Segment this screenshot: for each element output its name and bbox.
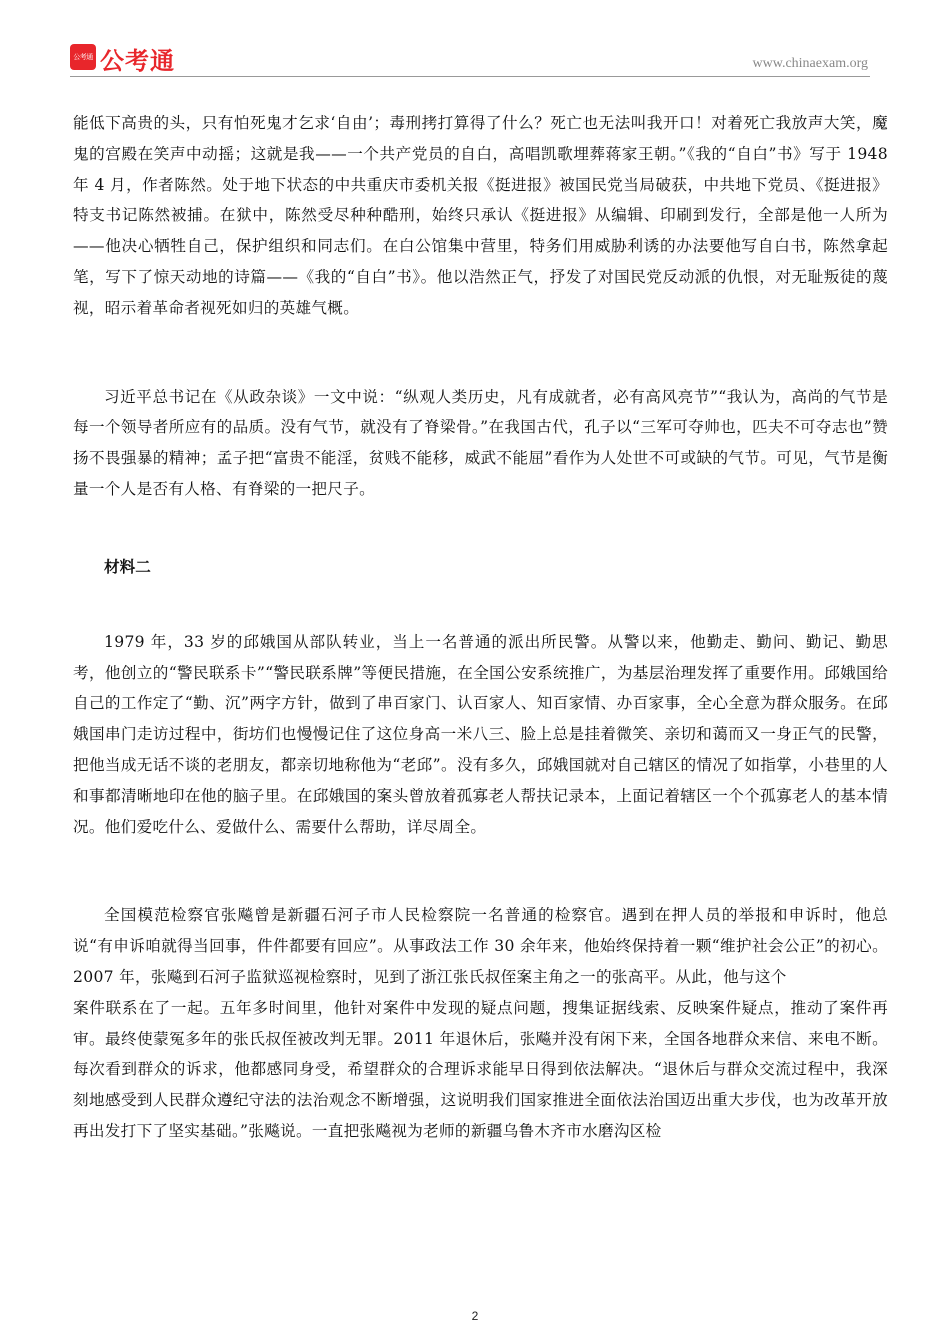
header-divider bbox=[70, 76, 870, 77]
site-url[interactable]: www.chinaexam.org bbox=[752, 56, 868, 71]
paragraph-1: 能低下高贵的头，只有怕死鬼才乞求‘自由’；毒刑拷打算得了什么？死亡也无法叫我开口！对着死亡我放声大笑，魔鬼的宫殿在笑声中动摇；这就是我——一个共产党员的自白，高唱凯歌埋葬蒋家王朝。”《我的“自白”书》写于 1948 年 4 月，作者陈然。处于地下状态的中共重庆市委机关报《挺进报》被国民党当局破获，中共地下党员、《挺进报》特支书记陈然被捕。在狱中，陈然受尽种种酷刑，始终只承认《挺进报》从编辑、印刷到发行，全部是他一人所为——他决心牺牲自己，保护组织和同志们。在白公馆集中营里，特务们用威胁利诱的办法要他写自白书，陈然拿起笔，写下了惊天动地的诗篇——《我的“自白”书》。他以浩然正气，抒发了对国民党反动派的仇恨，对无耻叛徒的蔑视，昭示着革命者视死如归的英雄气概。 bbox=[73, 114, 888, 317]
paragraph-4a: 全国模范检察官张飚曾是新疆石河子市人民检察院一名普通的检察官。遇到在押人员的举报和申诉时，他总说“有申诉咱就得当回事，件件都要有回应”。从事政法工作 30 余年来，他始终保持着一颗“维护社会公正”的初心。2007 年，张飚到石河子监狱巡视检察时，见到了浙江张氏叔侄案主角之一的张高平。从此，他与这个 bbox=[73, 906, 888, 986]
brand-logo-icon: 公考通 bbox=[70, 44, 96, 70]
document-body bbox=[73, 108, 888, 1147]
page-header bbox=[0, 0, 950, 80]
paragraph-2: 习近平总书记在《从政杂谈》一文中说：“纵观人类历史，凡有成就者，必有高风亮节”“我认为，高尚的气节是每一个领导者所应有的品质。没有气节，就没有了脊梁骨。”在我国古代，孔子以“三军可夺帅也，匹夫不可夺志也”赞扬不畏强暴的精神；孟子把“富贵不能淫，贫贱不能移，威武不能屈”看作为人处世不可或缺的气节。可见，气节是衡量一个人是否有人格、有脊梁的一把尺子。 bbox=[73, 387, 888, 498]
paragraph-4b: 案件联系在了一起。五年多时间里，他针对案件中发现的疑点问题，搜集证据线索、反映案件疑点，推动了案件再审。最终使蒙冤多年的张氏叔侄被改判无罪。2011 年退休后，张飚并没有闲下来，全国各地群众来信、来电不断。每次看到群众的诉求，他都感同身受，希望群众的合理诉求能早日得到依法解决。“退休后与群众交流过程中，我深刻地感受到人民群众遵纪守法的法治观念不断增强，这说明我们国家推进全面依法治国迈出重大步伐，也为改革开放再出发打下了坚实基础。”张飚说。一直把张飚视为老师的新疆乌鲁木齐市水磨沟区检 bbox=[73, 998, 888, 1140]
section-heading: 材料二 bbox=[104, 557, 151, 576]
paragraph-3: 1979 年，33 岁的邱娥国从部队转业，当上一名普通的派出所民警。从警以来，他勤走、勤问、勤记、勤思考，他创立的“警民联系卡”“警民联系牌”等便民措施，在全国公安系统推广，为基层治理发挥了重要作用。邱娥国给自己的工作定了“勤、沉”两字方针，做到了串百家门、认百家人、知百家情、办百家事，全心全意为群众服务。在邱娥国串门走访过程中，街坊们也慢慢记住了这位身高一米八三、脸上总是挂着微笑、亲切和蔼而又一身正气的民警，把他当成无话不谈的老朋友，都亲切地称他为“老邱”。没有多久，邱娥国就对自己辖区的情况了如指掌，小巷里的人和事都清晰地印在他的脑子里。在邱娥国的案头曾放着孤寡老人帮扶记录本，上面记着辖区一个个孤寡老人的基本情况。他们爱吃什么、爱做什么、需要什么帮助，详尽周全。 bbox=[73, 632, 888, 836]
page-number: 2 bbox=[471, 1309, 479, 1323]
brand-logo-text: 公考通 bbox=[100, 47, 175, 75]
